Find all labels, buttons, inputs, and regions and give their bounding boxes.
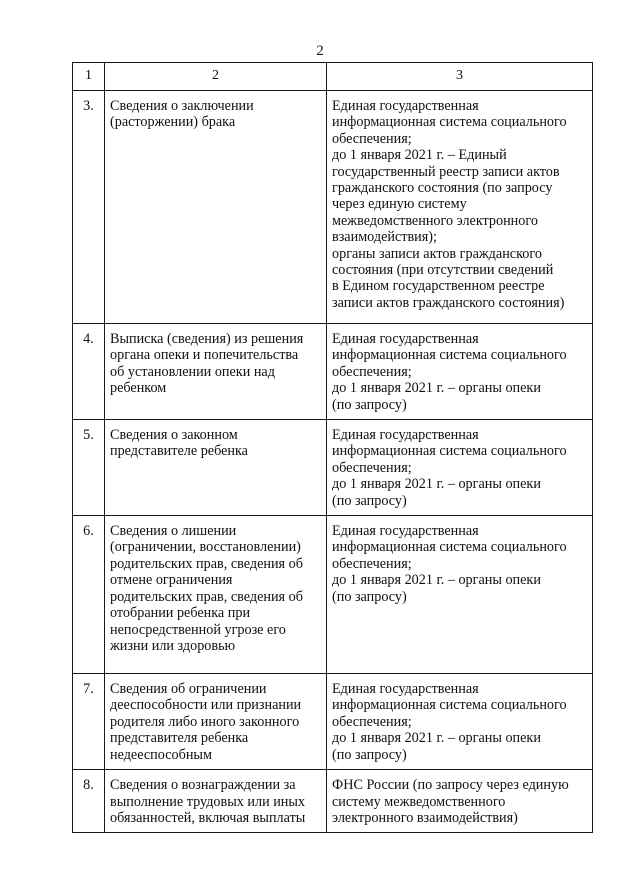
description-line: родителя либо иного законного [110,713,300,730]
source-cell [327,674,593,770]
description-line: жизни или здоровью [110,637,236,654]
header-cell-number: 1 [73,63,105,91]
source-line: информационная система социального [332,539,567,556]
description-line: отобрании ребенка при [110,605,251,622]
document-table [72,62,593,833]
source-cell [327,91,593,324]
row-number: 8. [83,777,94,794]
description-line: недееспособным [110,746,212,763]
description-line: об установлении опеки над [110,363,275,380]
description-line: Сведения о вознаграждении за [110,777,296,794]
source-cell [327,770,593,833]
description-line: Сведения об ограничении [110,681,267,698]
source-line: информационная система социального [332,114,567,131]
source-line: Единая государственная [332,427,479,444]
header-cell-description: 2 [105,63,327,91]
source-line: органы записи актов гражданского [332,245,542,262]
description-line: отмене ограничения [110,572,233,589]
row-number: 4. [83,331,94,347]
row-number: 7. [83,681,94,698]
source-line: электронного взаимодействия) [332,809,518,826]
source-line: до 1 января 2021 г. – органы опеки [332,730,541,747]
source-line: (по запросу) [332,588,407,605]
description-line: Сведения о законном [110,427,238,444]
source-cell [327,324,593,420]
description-cell [105,324,327,420]
source-line: обеспечения; [332,363,412,380]
source-line: до 1 января 2021 г. – органы опеки [332,572,541,589]
row-number: 6. [83,523,94,540]
description-cell [105,770,327,833]
page-number: 2 [316,43,324,59]
source-line: (по запросу) [332,396,407,413]
description-cell [105,516,327,674]
row-number-cell [73,674,105,770]
description-line: (расторжении) брака [110,114,236,131]
source-line: состояния (при отсутствии сведений [332,262,554,279]
description-line: родительских прав, сведения об [110,555,303,572]
table-row [73,91,593,324]
table-row [73,674,593,770]
row-number-cell [73,91,105,324]
source-line: Единая государственная [332,523,479,540]
source-line: Единая государственная [332,331,479,347]
description-line: дееспособности или признании [110,697,302,714]
description-line: обязанностей, включая выплаты [110,809,306,826]
source-line: (по запросу) [332,746,407,763]
source-line: гражданского состояния (по запросу [332,180,553,197]
header-cell-source: 3 [327,63,593,91]
row-number: 3. [83,98,94,114]
source-line: обеспечения; [332,713,412,730]
description-line: Сведения о заключении [110,98,254,114]
description-line: непосредственной угрозе его [110,621,286,638]
description-line: Сведения о лишении [110,523,237,540]
description-line: (ограничении, восстановлении) [110,539,301,556]
description-line: Выписка (сведения) из решения [110,331,304,347]
source-line: до 1 января 2021 г. – органы опеки [332,380,541,397]
source-line: до 1 января 2021 г. – Единый [332,147,507,164]
table-row [73,324,593,420]
source-cell [327,420,593,516]
description-line: органа опеки и попечительства [110,347,299,364]
source-line: через единую систему [332,196,467,213]
table-row [73,420,593,516]
table-header-row [73,63,593,91]
source-line: ФНС России (по запросу через единую [332,777,569,794]
description-cell [105,674,327,770]
description-line: представителя ребенка [110,730,249,747]
row-number-cell [73,770,105,833]
source-cell [327,516,593,674]
source-line: информационная система социального [332,347,567,364]
source-line: информационная система социального [332,697,567,714]
source-line: записи актов гражданского состояния) [332,294,565,311]
description-cell [105,420,327,516]
row-number-cell [73,516,105,674]
description-line: ребенком [110,380,167,397]
source-line: до 1 января 2021 г. – органы опеки [332,476,541,493]
source-line: в Едином государственном реестре [332,278,545,295]
row-number: 5. [83,427,94,444]
description-cell [105,91,327,324]
table-row [73,770,593,833]
description-line: выполнение трудовых или иных [110,793,306,810]
row-number-cell [73,420,105,516]
source-line: взаимодействия); [332,229,437,246]
table-row [73,516,593,674]
row-number-cell [73,324,105,420]
source-line: обеспечения; [332,459,412,476]
source-line: Единая государственная [332,681,479,698]
source-line: обеспечения; [332,130,412,147]
source-line: систему межведомственного [332,793,506,810]
source-line: Единая государственная [332,98,479,114]
source-line: (по запросу) [332,492,407,509]
description-line: родительских прав, сведения об [110,588,303,605]
description-line: представителе ребенка [110,443,248,460]
source-line: межведомственного электронного [332,212,538,229]
source-line: обеспечения; [332,555,412,572]
source-line: информационная система социального [332,443,567,460]
source-line: государственный реестр записи актов [332,163,560,180]
